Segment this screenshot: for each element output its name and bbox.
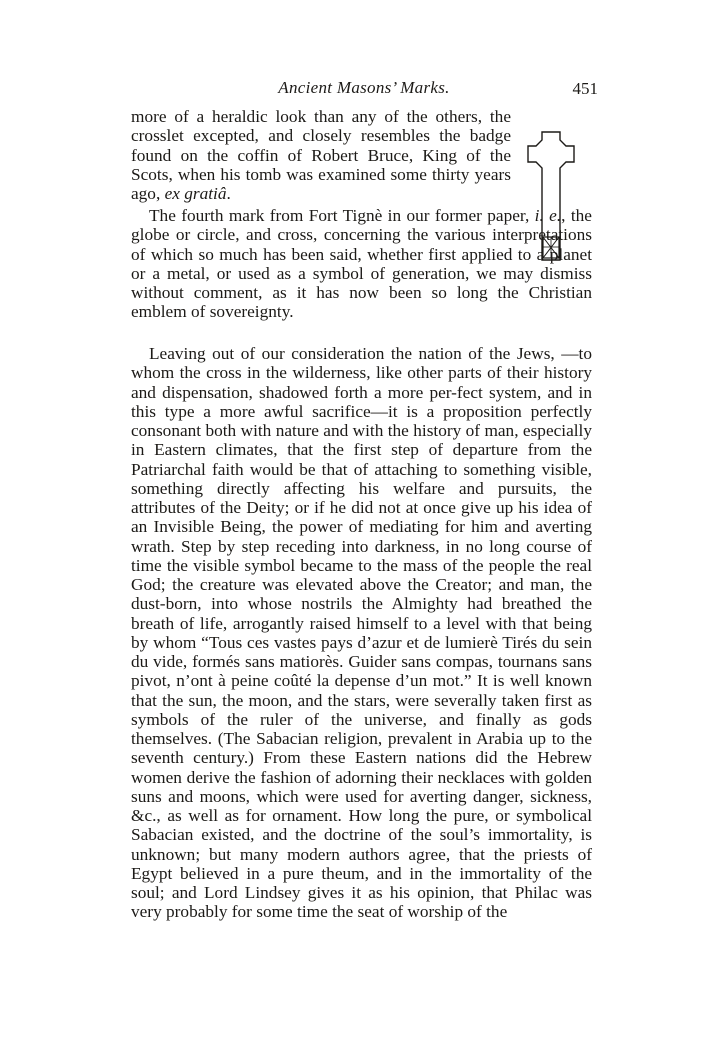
running-head — [130, 78, 598, 104]
paragraph-3: Leaving out of our consideration the nation of the Jews, —to whom the cross in the wilderness, like other parts of their history and dispensation, shadowed forth a more per-fect system, and in this type a more awful sacrifice—it is a proposition perfectly consonant both with nature and with the history of man, especially in Eastern climates, that the first step of departure from the Patriarchal faith would be that of attaching to something visible, something directly affecting his welfare and pursuits, the attributes of the Deity; or if he did not at once give up his idea of an Invisible Being, the power of mediating for him and averting wrath. Step by step receding into darkness, in no long course of time the visible symbol became to the mass of the people the real God; the creature was elevated above the Creator; and man, the dust-born, into whose nostrils the Almighty had breathed the breath of life, arrogantly raised himself to a level with that being by whom “Tous ces vastes pays d’azur et de lumierè Tirés du sein du vide, formés sans matiorès. Guider sans compas, tournans sans pivot, n’ont à peine coûté la depense d’un mot.” It is well known that the sun, the moon, and the stars, were severally taken first as symbols of the ruler of the universe, and finally as gods themselves. (The Sabacian religion, prevalent in Arabia up to the seventh century.) From these Eastern nations did the Hebrew women derive the fashion of adorning their necklaces with golden suns and moons, which were used for averting danger, sickness, &c., as well as for ornament. How long the pure, or symbolical Sabacian existed, and the doctrine of the soul’s immortality, is unknown; but many modern authors agree, that the priests of Egypt believed in a pure theum, and in the immortality of the soul; and Lord Lindsey gives it as his opinion, that Philac was very probably for some time the seat of worship of the — [131, 344, 592, 922]
paragraph-2-end: , the globe or circle, and cross, concerning the various interpretations of which so much has been said, whether first applied to a planet or a metal, or used as a symbol of generation, we may dismiss without comment, as it has now been so long the Christian emblem of sovereignty. — [131, 206, 592, 322]
paragraph-1-latin-phrase: ex gratiâ — [164, 184, 227, 203]
page-number: 451 — [572, 79, 598, 98]
paragraph-1-text: more of a heraldic look than any of the others, the crosslet excepted, and closely resembles the badge found on the coffin of Robert Bruce, King of the Scots, when his tomb was examined some thirty years ago, — [131, 107, 511, 203]
paragraph-2-abbreviation: i. e. — [534, 206, 562, 225]
paragraph-1-end: . — [226, 184, 231, 203]
running-title: Ancient Masons’ Marks. — [278, 78, 450, 97]
paragraph-2-text: The fourth mark from Fort Tignè in our former paper, — [149, 206, 535, 225]
paragraph-2 — [131, 206, 592, 322]
paragraph-1 — [131, 107, 511, 203]
